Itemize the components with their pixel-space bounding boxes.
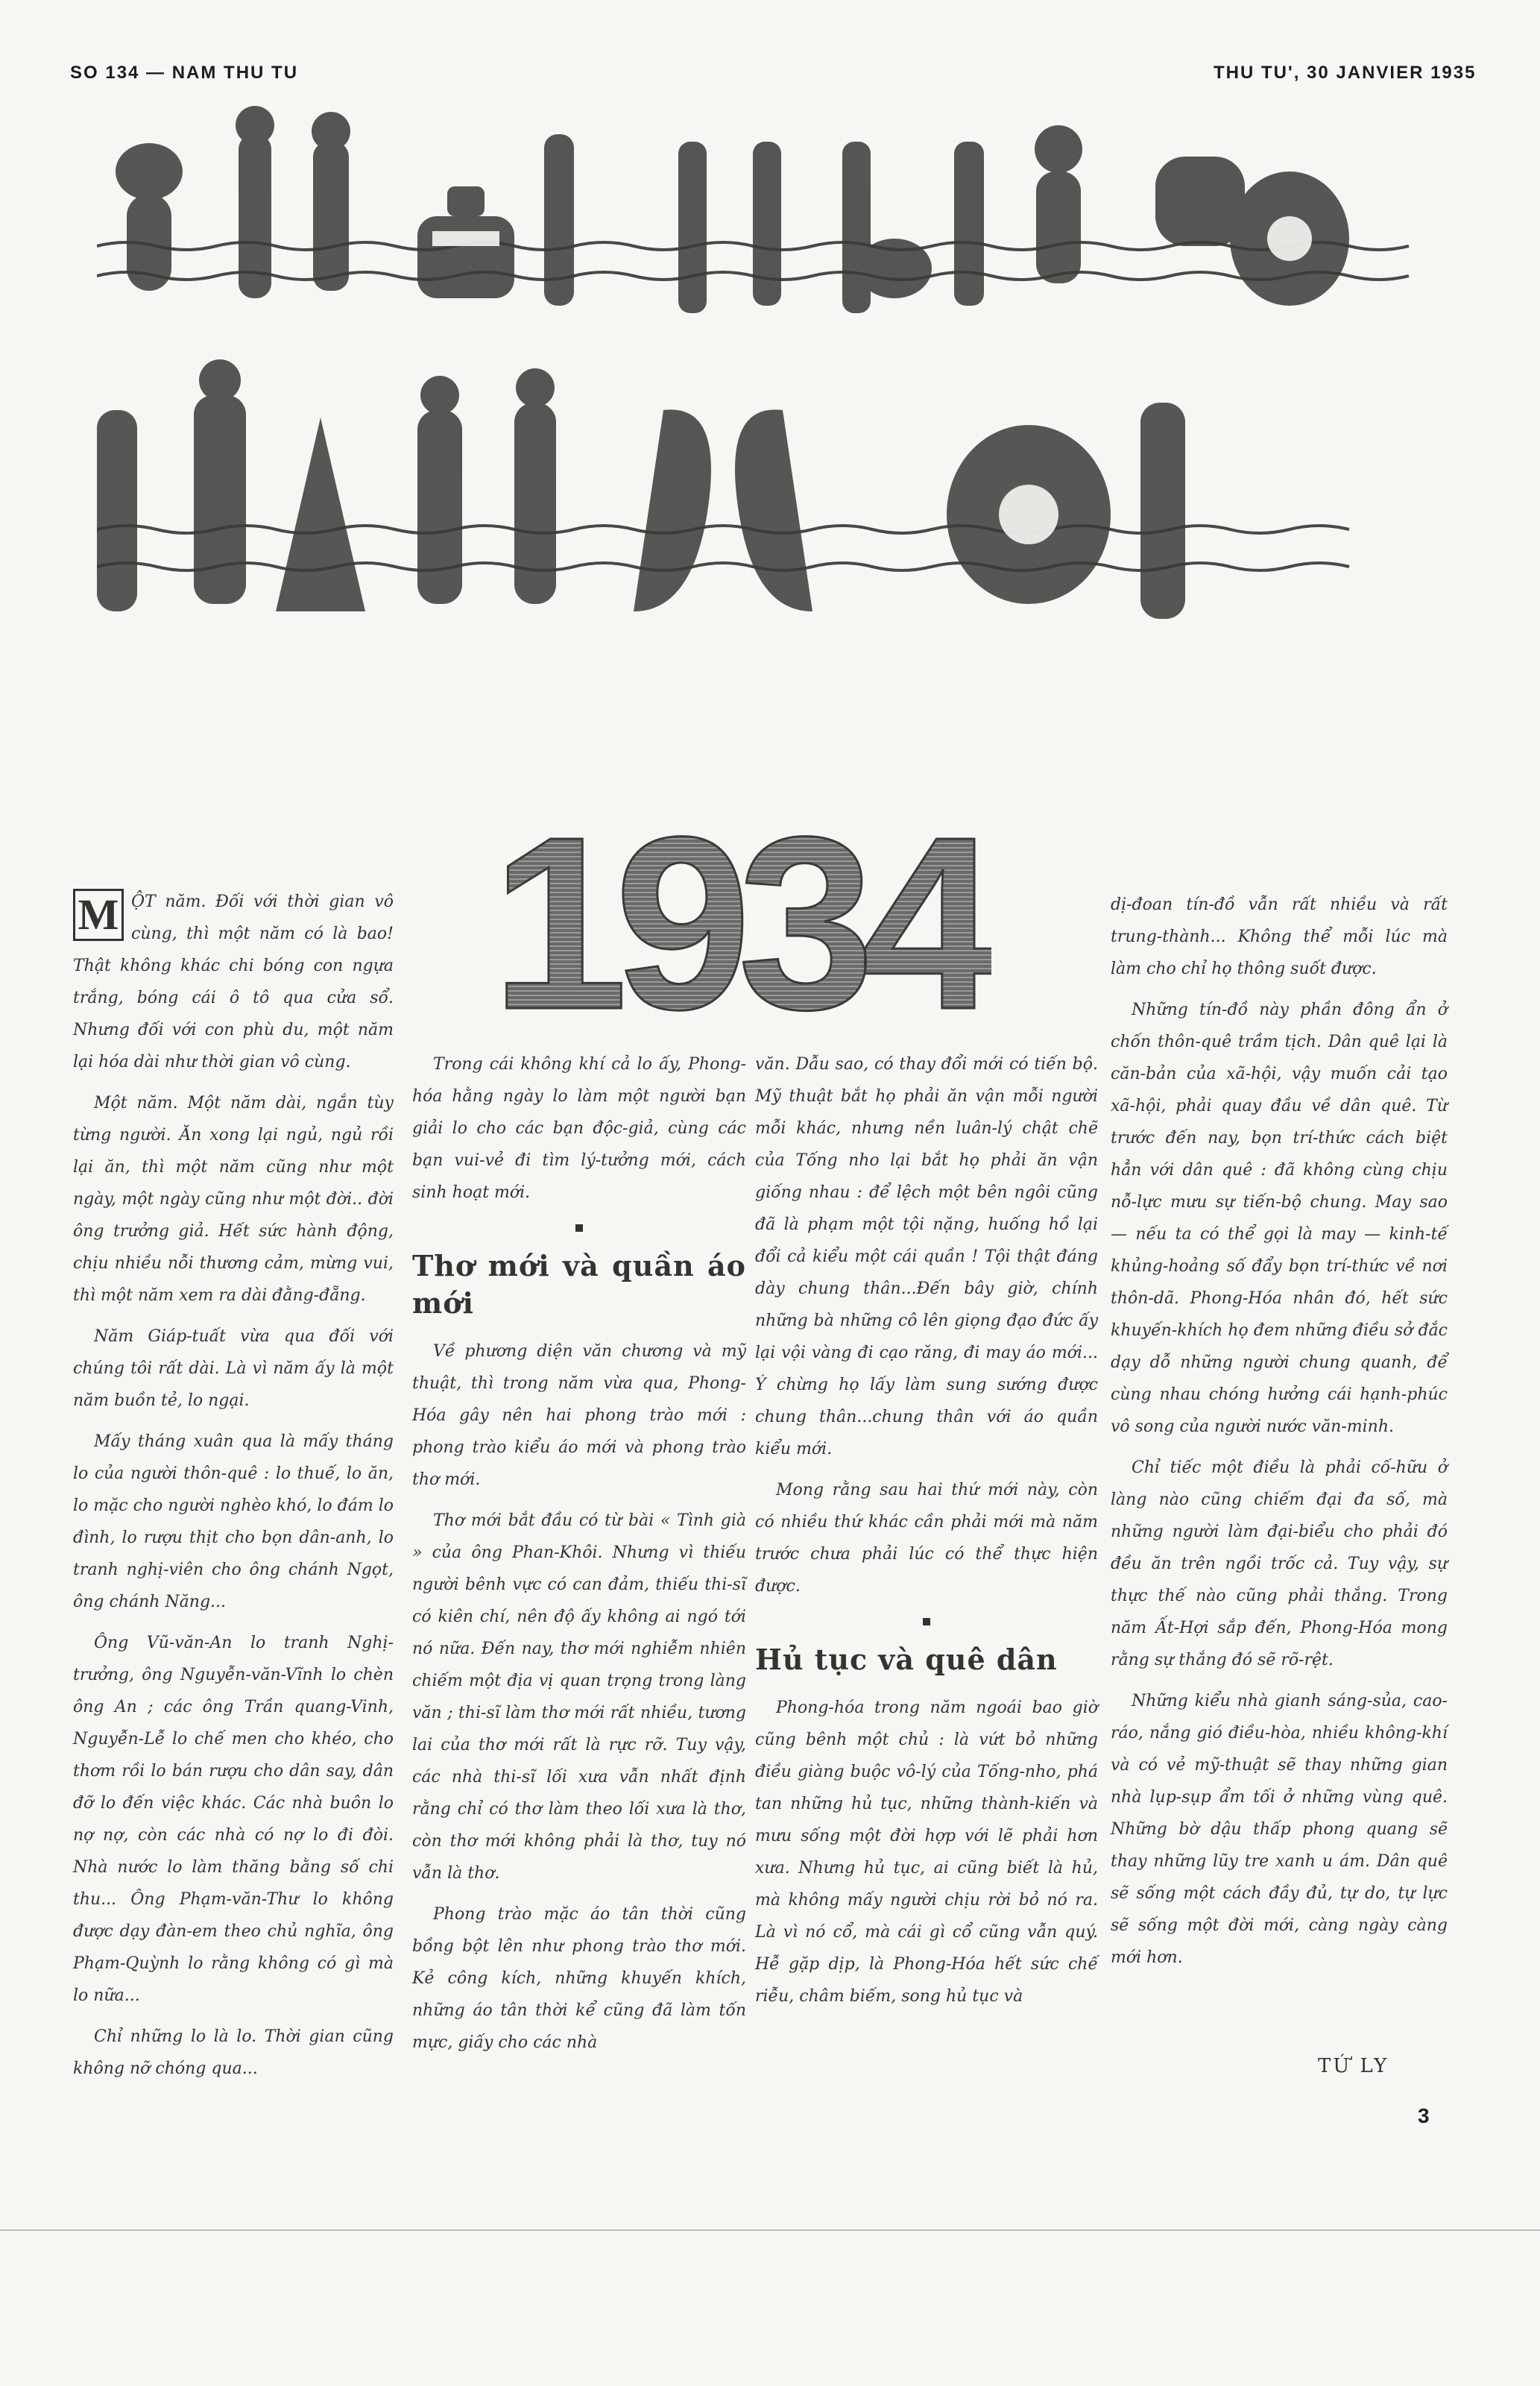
issue-number: SO 134 — NAM THU TU: [70, 63, 299, 83]
paragraph: văn. Dẫu sao, có thay đổi mới có tiến bộ. Mỹ thuật bắt họ phải ăn vận mỗi người mỗi khác, nhưng nền luân-lý chật chẽ của Tống nho lại bắt họ phải ăn vận giống nhau : để lệch một bên ngôi cũng đã là phạm một tội nặng, huống hồ lại đổi cả kiểu một cái quần ! Tội thật đáng dày chung thân...Đến bây giờ, chính những bà những cô lên giọng đạo đức ấy lại vội vàng đi cạo răng, đi may áo mới... Ý chừng họ lấy làm sung sướng được chung thân...chung thân với áo quần kiểu mới.: [755, 1055, 1098, 1458]
section-heading-new-poetry: Thơ mới và quần áo mới: [412, 1249, 746, 1320]
dropcap: M: [73, 889, 124, 941]
paragraph: Năm Giáp-tuất vừa qua đối với chúng tôi rất dài. Là vì năm ấy là một năm buồn tẻ, lo ngại.: [73, 1327, 394, 1410]
paragraph: Một năm. Một năm dài, ngắn tùy từng người. Ăn xong lại ngủ, ngủ rồi lại ăn, thì một năm cũng như một ngày, một ngày cũng như một đời.. đời ông trưởng giả. Hết sức hành động, chịu nhiều nỗi thương cảm, mừng vui, thì một năm xem ra dài đằng-đẵng.: [73, 1094, 394, 1305]
paragraph: Chỉ những lo là lo. Thời gian cũng không nỡ chóng qua...: [73, 2027, 394, 2078]
paragraph: Những tín-đồ này phần đông ẩn ở chốn thôn-quê trầm tịch. Dân quê lại là căn-bản của xã-hội, vậy muốn cải tạo xã-hội, phải quay đầu về dân quê. Từ trước đến nay, bọn trí-thức cách biệt hẳn với dân quê : đã không cùng chịu nỗ-lực mưu sự tiến-bộ chung. May sao — nếu ta có thể gọi là may — kinh-tế khủng-hoảng số đẩy bọn trí-thức về nơi thôn-dã. Phong-Hóa nhân đó, hết sức khuyến-khích họ đem những điều sở đắc dạy dỗ những người chung quanh, để cùng nhau chóng hưởng cái hạnh-phúc vô song của người nước văn-minh.: [1111, 1001, 1448, 1436]
section-heading-customs: Hủ tục và quê dân: [755, 1643, 1058, 1676]
paragraph: Mong rằng sau hai thứ mới này, còn có nhiều thứ khác cần phải mới mà năm trước chưa phải lúc có thể thực hiện được.: [755, 1481, 1098, 1596]
paragraph: Chỉ tiếc một điều là phải cố-hữu ở làng nào cũng chiếm đại đa số, mà những người làm đại-biểu cho phải đó đều ăn trên ngồi trốc cả. Tuy vậy, sự thực thế nào cũng phải thắng. Trong năm Ất-Hợi sắp đến, Phong-Hóa mong rằng sự thắng đó sẽ rõ-rệt.: [1111, 1458, 1448, 1669]
paragraph: Phong-hóa trong năm ngoái bao giờ cũng bênh một chủ : là vứt bỏ những điều giàng buộc vô-lý của Tống-nho, phá tan những hủ tục, những thành-kiến và mưu sống một đời hợp với lẽ phải hơn xưa. Nhưng hủ tục, ai cũng biết là hủ, mà không mấy người chịu rời bỏ nó ra. Là vì nó cổ, mà cái gì cổ cũng vẫn quý. Hễ gặp dịp, là Phong-Hóa hết sức chế riễu, châm biếm, song hủ tục và: [755, 1699, 1098, 2006]
paragraph: Mấy tháng xuân qua là mấy tháng lo của người thôn-quê : lo thuế, lo ăn, lo mặc cho người nghèo khó, lo đám lo đình, lo rượu thịt cho bọn dân-anh, lo tranh nghị-viên cho ông chánh Ngọt, ông chánh Năng...: [73, 1432, 394, 1611]
paragraph: Trong cái không khí cả lo ấy, Phong-hóa hằng ngày lo làm một người bạn giải lo cho các bạn độc-giả, cùng các bạn vui-vẻ đi tìm lý-tưởng mới, cách sinh hoạt mới.: [412, 1055, 746, 1202]
paragraph: dị-đoan tín-đồ vẫn rất nhiều và rất trung-thành... Không thể mỗi lúc mà làm cho chỉ họ thông suốt được.: [1111, 895, 1448, 978]
paragraph: Phong trào mặc áo tân thời cũng bồng bột lên như phong trào thơ mới. Kẻ công kích, những khuyến khích, những áo tân thời kể cũng đã làm tốn mực, giấy cho các nhà: [412, 1905, 746, 2052]
page-number: 3: [1418, 2104, 1430, 2127]
article-column-1: [73, 886, 394, 2094]
article-column-4: [1111, 889, 1448, 1983]
paragraph: Ông Vũ-văn-An lo tranh Nghị-trưởng, ông Nguyễn-văn-Vĩnh lo chèn ông An ; các ông Trần quang-Vinh, Nguyễn-Lễ lo chế men cho khéo, cho thơm rồi lo bán rượu cho dân say, dân đỡ lo đến việc khác. Các nhà buôn lo nợ nợ, còn các nhà có nợ lo đi đòi. Nhà nước lo làm thăng bằng số chi thu... Ông Phạm-văn-Thư lo không được dạy đàn-em theo chủ nghĩa, ông Phạm-Quỳnh lo rằng không có gì mà lo nữa...: [73, 1634, 394, 2005]
year-headline: [485, 798, 991, 1036]
issue-date: THU TU', 30 JANVIER 1935: [1214, 63, 1477, 83]
section-separator: [755, 1611, 1098, 1634]
paragraph: Những kiểu nhà gianh sáng-sủa, cao-ráo, nắng gió điều-hòa, nhiều không-khí và có vẻ mỹ-thuật sẽ thay những gian nhà lụp-sụp ẩm tối ở những vùng quê. Những bờ dậu thấp phong quang sẽ thay những lũy tre xanh u ám. Dân quê sẽ sống một cách đầy đủ, tự do, tự lực sẽ sống một đời mới, càng ngày càng mới hơn.: [1111, 1692, 1448, 1967]
article-column-3: [755, 1048, 1098, 2021]
section-separator: [412, 1218, 746, 1240]
article-column-2: [412, 1048, 746, 2068]
illustration-title-line1: CHÚC MỪNG: [768, 671, 774, 672]
year-text: 1934: [490, 798, 985, 1036]
paragraph: Về phương diện văn chương và mỹ thuật, thì trong năm vừa qua, Phong-Hóa gây nên hai phong trào mới : phong trào kiểu áo mới và phong trào thơ mới.: [412, 1342, 746, 1489]
paragraph: M ỘT năm. Đối với thời gian vô cùng, thì một năm có là bao! Thật không khác chi bóng con ngựa trắng, bóng cái ô tô qua cửa sổ. Nhưng đối với con phù du, một năm lại hóa dài như thời gian vô cùng.: [73, 890, 394, 1071]
page-bottom-rule: [0, 2229, 1540, 2231]
author-signature: TỨ LY: [1318, 2055, 1389, 2077]
new-year-illustration: [97, 89, 1454, 686]
paragraph: Thơ mới bắt đầu có từ bài « Tình già » của ông Phan-Khôi. Nhưng vì thiếu người bênh vực có can đảm, thiếu thi-sĩ có kiên chí, nên độ ấy không ai ngó tới nó nữa. Đến nay, thơ mới nghiễm nhiên chiếm một địa vị quan trọng trong làng văn ; thi-sĩ làm thơ mới rất nhiều, tương lai của thơ mới rất là rực rỡ. Tuy vậy, các nhà thi-sĩ lối xưa vẫn nhất định rằng chỉ có thơ làm theo lối xưa là thơ, còn thơ mới không phải là thơ, tuy nó vẫn là thơ.: [412, 1511, 746, 1883]
